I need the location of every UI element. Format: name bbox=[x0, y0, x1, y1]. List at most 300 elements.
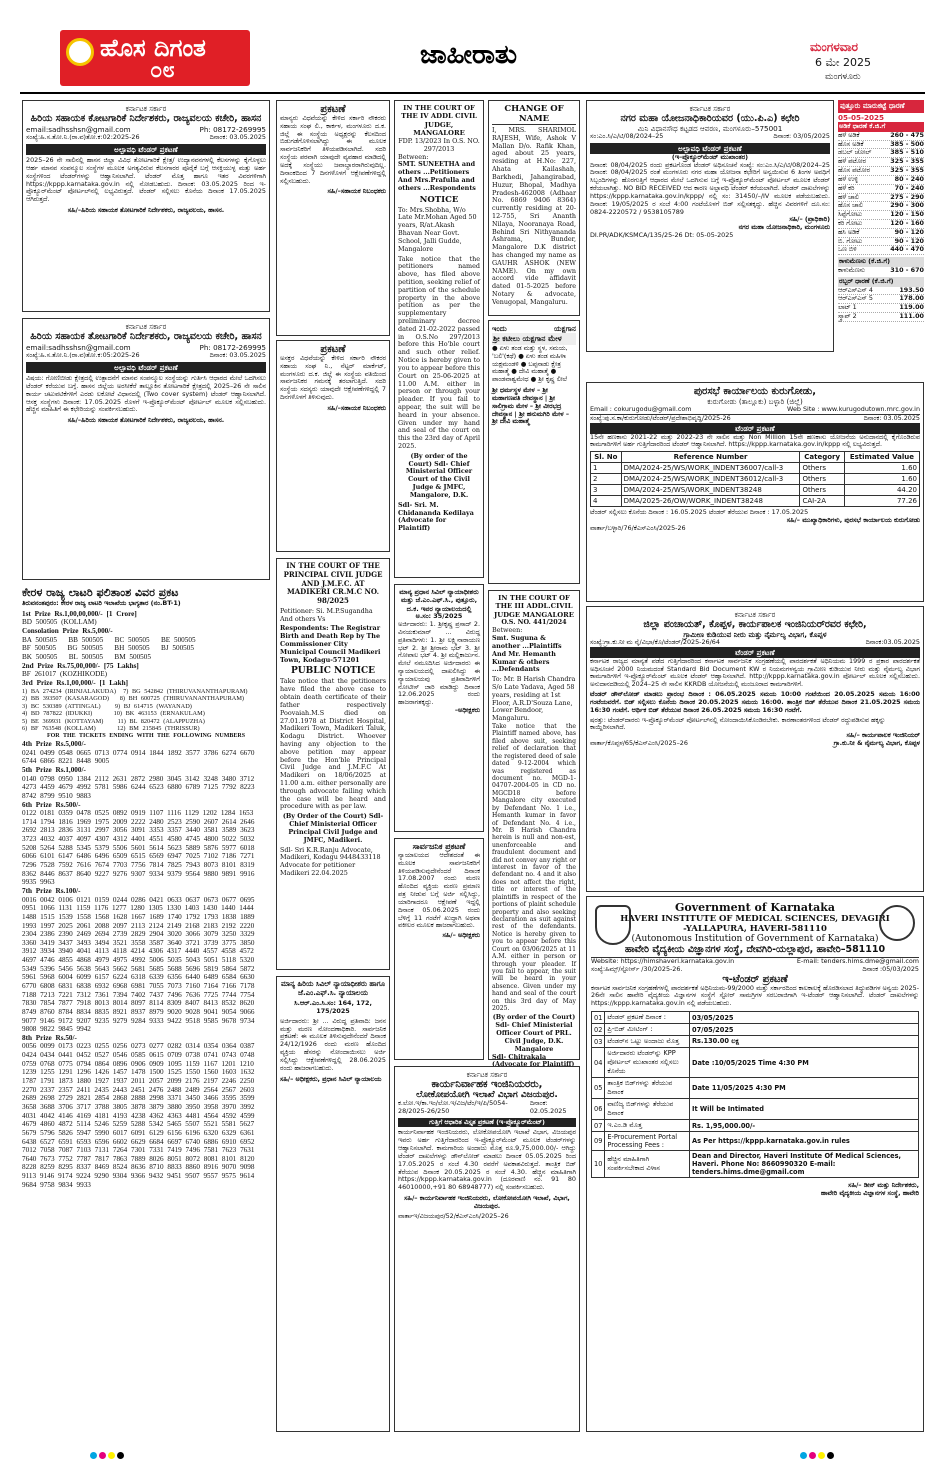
court-body: ಅರ್ಜಿದಾರರು: ಶ್ರೀ ... ವಿರುದ್ಧ ಪ್ರತಿವಾದಿ: ಜನನ ಮತ್ತು ಮರಣ ನೋಂದಣಾಧಿಕಾರಿ. ಸಾರ್ವಜನಿಕ ಪ್ರಕಟಣೆ: ಈ ಮೂಲಕ ತಿಳಿಸುವುದೇನೆಂದರೆ ದಿನಾಂಕ 24/12/1926 ರಂದು ಮರಣ ಹೊಂದಿದ ವ್ಯಕ್ತಿಯ ಹೆಸರನ್ನು ನೋಂದಾಯಿಸಲು ಅರ್ಜಿ ಸಲ್ಲಿಸಿದ್ದು ಆಕ್ಷೇಪಣೆಗಳಿದ್ದಲ್ಲಿ 28.06.2025 ರಂದು ಹಾಜರಾಗಬಹುದು. bbox=[280, 1016, 386, 1072]
rate-item: ಹೊಸ ಅಡಿಕೆ bbox=[838, 139, 864, 148]
notice-signature: ಸಹಿ/– ಡೀನ್ ಮತ್ತು ನಿರ್ದೇಶಕರು, bbox=[848, 1181, 919, 1190]
table-row bbox=[591, 474, 920, 485]
table-row bbox=[592, 1099, 919, 1120]
table-row bbox=[591, 485, 920, 496]
notice-body: ಅಸಕ್ತರ ವಿಧವೆಯನ್ನು ಕೇಳಿದ ಸರ್ಕಾರಿ ನೌಕರರ ಸಹಾಯ ಸಂಘ ನಿ., ನೆಟ್ಟರ್ ಮಾರ್ಕೆಟ್, ಮಂಗಳೂರು ದ.ಕ. ಜಿಲ್ಲೆ ಈ ಸಂಸ್ಥೆಯ ವತಿಯಿಂದ ಸಾರ್ವಜನಿಕರ ಗಮನಕ್ಕೆ ತರಲಾಗುತ್ತಿದೆ. ಸದರಿ ಸಂಸ್ಥೆಯ ಸದಸ್ಯರು ಯಾವುದೇ ಆಕ್ಷೇಪಣೆಗಳಿದ್ದಲ್ಲಿ 7 ದಿನಗಳೊಳಗೆ ತಿಳಿಸುವುದು. bbox=[280, 354, 386, 402]
notice-subtitle: ಗ್ರಾಮೀಣ ಕುಡಿಯುವ ನೀರು ಮತ್ತು ನೈರ್ಮಲ್ಯ ವಿಭಾಗ, ಕೊಪ್ಪಳ bbox=[683, 630, 827, 639]
notice-heading: ಅಲ್ಪಾವಧಿ ಟೆಂಡರ್ ಪ್ರಕಟಣೆ bbox=[26, 144, 266, 155]
court-notice-kannada-c bbox=[276, 976, 390, 1432]
rate-value: 80 - 240 bbox=[894, 174, 924, 183]
court-between: Between: bbox=[398, 152, 429, 161]
notice-signature: ಸಹಿ/– ಮುಖ್ಯಾಧಿಕಾರಿಗಳು, ಪುರಸಭೆ ಕಾರ್ಯಾಲಯ ಕುರುಗೋಡು bbox=[786, 516, 920, 525]
lottery-title: ಕೇರಳ ರಾಜ್ಯ ಲಾಟರಿ ಫಲಿತಾಂಶ ವಿವರ ಪ್ರಕಟ bbox=[22, 586, 179, 599]
ref-date: ದಿನಾಂಕ: 02.05.2025 bbox=[529, 1099, 567, 1115]
phone-text: Ph: 08172-269995 bbox=[199, 343, 266, 353]
rate-item: ಹೊಸ ಪಟೋರ bbox=[838, 166, 871, 175]
notice-title: HAVERI INSTITUTE OF MEDICAL SCIENCES, DEVAGIRI bbox=[620, 914, 890, 924]
table-cell: 2 bbox=[591, 474, 622, 485]
rate-value: 275 - 290 bbox=[890, 192, 924, 201]
table-cell: Date 11/05/2025 4:30 PM bbox=[689, 1078, 918, 1099]
notice-heading: CHANGE OF NAME bbox=[492, 104, 576, 125]
consolation-label: Consolation Prize Rs.5,000/- bbox=[22, 627, 113, 636]
table-row bbox=[591, 463, 920, 474]
sixth-prize-numbers: 0122 0181 0359 0478 0525 0892 0919 1107 1116 1129 1202 1284 1653 1714 1794 1816 1969 1975 2009 2222 2480 2523 2590 2607 2614 2646 2692 2813 2836 3131 2997 3056 3091 3353 3357 3440 3581 3589 3623 3723 4032 4037 4097 4307 4312 4401 4551 4580 4745 4800 5022 5032 5208 5264 5288 5345 5379 5506 5601 5614 5623 5889 5876 5977 6018 6066 6101 6147 6486 6496 6509 6515 6569 6947 7025 7102 7186 7271 7296 7528 7592 7616 7674 7703 7756 7814 7825 7943 8073 8101 8319 8362 8446 8637 8640 9227 9276 9307 9334 9379 9564 9880 9891 9916 9935 9963 bbox=[22, 809, 259, 887]
website-text: Web Site : www.kurugodutown.mrc.gov.in bbox=[787, 405, 920, 413]
court-advocate: Sdl- Chitrakala (Advocate for Plaintiff) bbox=[492, 1052, 575, 1069]
court-case: ಸಿ.ಆರ್.ಎಂ.ಸಿ.ಸಂ: 164, 172, 175/2025 bbox=[294, 999, 372, 1015]
logo-emblem-icon bbox=[66, 38, 94, 66]
table-cell: 01 bbox=[592, 1012, 605, 1024]
court-case: ಅ.ಸಂ: 35/2025 bbox=[415, 612, 463, 621]
table-cell: 04 bbox=[592, 1048, 605, 1078]
table-row bbox=[592, 1078, 919, 1099]
court-petitioner: Petitioner: Si. M.P.Sugandha And others Vs bbox=[280, 606, 373, 623]
seventh-prize-numbers: 0016 0042 0106 0121 0159 0244 0286 0421 0633 0637 0673 0677 0695 0951 1066 1131 1159 1176 1277 1280 1305 1330 1403 1430 1440 1444 1488 1515 1539 1558 1568 1628 1667 1689 1740 1792 1793 1838 1889 1993 1997 2025 2061 2088 2097 2113 2124 2149 2168 2183 2192 2220 2304 2386 2390 2469 2694 2739 2829 2904 3020 3066 3079 3250 3329 3360 3419 3437 3493 3494 3521 3558 3587 3640 3721 3739 3775 3850 3912 3934 3940 4041 4113 4118 4214 4306 4317 4440 4557 4558 4572 4697 4746 4855 4868 4979 4975 4992 5006 5035 5043 5051 5118 5320 5349 5396 5456 5638 5643 5662 5681 5685 5688 5696 5819 5864 5872 5961 5968 6004 6099 6157 6224 6318 6339 6356 6440 6489 6584 6630 6770 6808 6831 6838 6932 6968 6981 7055 7073 7160 7164 7166 7178 7188 7213 7221 7312 7361 7394 7402 7437 7496 7636 7725 7744 7754 7830 7854 7877 7918 8013 8014 8097 8114 8309 8407 8413 8532 8620 8749 8760 8784 8834 8835 8921 8937 8979 9020 9028 9041 9054 9066 9077 9146 9172 9207 9235 9279 9284 9333 9422 9518 9585 9678 9734 9808 9822 9845 9942 bbox=[22, 895, 259, 1034]
registration-dot-icon bbox=[827, 1452, 834, 1459]
rate-value: 111.00 bbox=[899, 312, 924, 321]
table-cell: 3 bbox=[591, 485, 622, 496]
rate-item: ಹಳೆ ಉಳ್ಳಿ bbox=[838, 174, 858, 183]
notice-signature: ಸಹಿ/– ಕಾರ್ಯನಿರ್ವಾಹಕ ಇಂಜಿನಿಯರರು, ಲೋಕೋಪಯೋಗಿ ಇಲಾಖೆ, ವಿಭಾಗ, ವಿಜಯಪುರ. bbox=[404, 1193, 570, 1210]
table-cell: 06 bbox=[592, 1099, 605, 1120]
notice-footer-code: ವಾರ್ತಾ/ಬಳ್ಳಾರಿ/76/ಕೆಎಸ್‌ಎಂಸಿ/2025-26 bbox=[590, 523, 686, 532]
ref-row bbox=[590, 133, 830, 141]
fourth-prize-numbers: 0241 0499 0548 0665 0713 0774 0914 1844 1892 3577 3786 6274 6670 6744 6866 8221 8448 9005 bbox=[22, 748, 259, 766]
ref-row bbox=[26, 134, 266, 142]
table-cell: 1.60 bbox=[844, 463, 919, 474]
court-body: Take notice that the petitioners have filed the above case to obtain death certificate of their father respectively Poovaiah.M.S died on 27.01.1978 at District Hospital, Madikeri Town, Madikeri Taluk, Kodagu District. Whoever having any objection to the above petition may appear before the Hon'ble Principal Civil Judge and J.M.F.C At Madikeri on 18/06/2025 at 11.00 a.m. either personally are through advocate failing which the case will be heard and procedure with as per law. bbox=[280, 677, 386, 811]
first-prize-label: 1st Prize Rs.1,00,00,000/- [1 Crore] bbox=[22, 609, 137, 618]
table-cell: 1 bbox=[591, 463, 622, 474]
email-text: email:sadhsshsn@gmail.com bbox=[26, 125, 131, 135]
registration-dot-icon bbox=[117, 1452, 124, 1459]
ref-row bbox=[590, 415, 920, 423]
rate-value: 385 - 510 bbox=[890, 148, 924, 157]
endings-note: FOR THE TICKETS ENDING WITH THE FOLLOWING NUMBERS bbox=[46, 732, 246, 739]
table-cell: Others bbox=[800, 463, 844, 474]
registration-dot-icon bbox=[800, 1452, 807, 1459]
notice-title-kannada: ಹಾವೇರಿ ವೈದ್ಯಕೀಯ ವಿಜ್ಞಾನಗಳ ಸಂಸ್ಥೆ, ದೇವಗಿರಿ-ಯಲ್ಲಾಪುರ, ಹಾವೇರಿ–581110 bbox=[591, 944, 919, 958]
consolation-numbers: BA 500505 BB 500505 BC 500505 BE 500505 BF 500505 BG 500505 BH 500505 BJ 500505 BK 500505 BL 500505 BM 500505 bbox=[22, 635, 196, 662]
ref-date: ದಿನಾಂಕ: 03.05.2025 bbox=[209, 351, 266, 360]
rates-unit: ಅಡಿಕೆ ಧಾರಣೆ ಕೆ.ಜಿ.ಗೆ bbox=[838, 122, 924, 132]
court-advocate: Sdl- Sri. M. Chidananda Kedilaya (Advocate for Plaintiff) bbox=[398, 500, 474, 533]
notice-heading: ಗುತ್ತಿಗೆ ಆಧಾರಿತ ವಿಸ್ತೃತ ಪ್ರಕಟಣೆ (ಇ-ಪ್ರೊಕ್ಯೂರ್‌ಮೆಂಟ್) bbox=[398, 1118, 576, 1128]
notice-signature-2: ಗ್ರಾ.ಕು.ನೀ & ನೈರ್ಮಲ್ಯ ವಿಭಾಗ, ಕೊಪ್ಪಳ bbox=[833, 738, 920, 747]
table-cell: 07 bbox=[592, 1120, 605, 1132]
notice-heading: ಪ್ರಕಟಣೆ bbox=[320, 104, 346, 115]
notice-title: ಪುರಸಭೆ ಕಾರ್ಯಾಲಯ ಕುರುಗೋಡು, bbox=[693, 386, 817, 397]
table-row bbox=[592, 1132, 919, 1151]
rate-value: 119.00 bbox=[899, 303, 924, 312]
ref-row bbox=[590, 639, 920, 647]
table-row bbox=[592, 1036, 919, 1048]
phone-text: Ph: 08172-269995 bbox=[199, 125, 266, 135]
notice-heading: ಅಲ್ಪಾವಧಿ ಟೆಂಡರ್ ಪ್ರಕಟಣೆ bbox=[590, 143, 830, 154]
change-of-name-notice bbox=[488, 100, 580, 316]
notice-heading: ಇ-ಟೆಂಡರ್ ಪ್ರಕಟಣೆ bbox=[722, 973, 788, 985]
masthead-edition: ಮಂಗಳೂರು bbox=[825, 72, 861, 82]
court-heading: ಮಾನ್ಯ ಹಿರಿಯ ಸಿವಿಲ್ ನ್ಯಾಯಾಧೀಶರು ಹಾಗೂ ಜೆ.ಎಂ.ಎಫ್.ಸಿ. ನ್ಯಾಯಾಲಯ bbox=[281, 980, 385, 998]
mangalore-planning-tender bbox=[586, 100, 834, 352]
table-cell: Dean and Director, Haveri Institute Of Medical Sciences, Haveri. Phone No: 8660990320 E-mail: tenders.hims.dme@gmail.com bbox=[689, 1151, 918, 1178]
masthead-rule bbox=[20, 92, 925, 94]
court-body: ನ್ಯಾಯಾಲಯದ ಆದೇಶದಂತೆ ಈ ಮೂಲಕ ಸಾರ್ವಜನಿಕರಿಗೆ ತಿಳಿಯಪಡಿಸುವುದೇನೆಂದರೆ ದಿನಾಂಕ 17.08.2007 ರಂದು ಮರಣ ಹೊಂದಿದ ವ್ಯಕ್ತಿಯ ಮರಣ ಪ್ರಮಾಣ ಪತ್ರ ನೀಡುವ ಬಗ್ಗೆ ಅರ್ಜಿ ಸಲ್ಲಿಸಿದ್ದು, ಯಾರಿಗಾದರೂ ಆಕ್ಷೇಪಣೆ ಇದ್ದಲ್ಲಿ ದಿನಾಂಕ 05.06.2025 ರಂದು ಬೆಳಿಗ್ಗೆ 11 ಗಂಟೆಗೆ ಖುದ್ದಾಗಿ ಅಥವಾ ವಕೀಲರ ಮೂಲಕ ಹಾಜರಾಗಬಹುದು. bbox=[398, 851, 480, 930]
notice-dates: ಟೆಂಡರ್ ಡೌನ್‌ಲೋಡ್ ಮಾಡಲು ಪ್ರಾರಂಭ ದಿನಾಂಕ : 06.05.2025 ಸಮಯ 10:00 ಗಂಟೆಯಿಂದ 20.05.2025 ಸಮಯ 16:00 ಗಂಟೆಯವರೆಗೆ. ಬಿಡ್ ಸಲ್ಲಿಸಲು ಕೊನೆಯ ದಿನಾಂಕ 20.05.2025 ಸಮಯ 16:00. ತಾಂತ್ರಿಕ ಬಿಡ್ ತೆರೆಯುವ ದಿನಾಂಕ 21.05.2025 ಸಮಯ 16:30 ಗಂಟೆಗೆ. ಆರ್ಥಿಕ ಬಿಡ್ ತೆರೆಯುವ ದಿನಾಂಕ 26.05.2025 ಸಮಯ 16:30 ಗಂಟೆಗೆ. bbox=[590, 690, 920, 714]
table-row bbox=[592, 1151, 919, 1178]
notice-body: ವಿಷಯ: ಗೋಣಿಬೀಡು ಕ್ಷೇತ್ರದಲ್ಲಿ ಉತ್ಪಾದನೆಗೆ ಮಾನವ ಸಂಪನ್ಮೂಲ ಸಂಸ್ಥೆಯನ್ನು ಗುರ್ತಿಸಿ ಆಧಾರದ ಮೇಲೆ ಒದಗಿಸಲು ಟೆಂಡರ್ ಕರೆಯುವ ಬಗ್ಗೆ. ಹಾಸನ ಜಿಲ್ಲೆಯ ಅರಸೀಕೆರೆ ತಾಲ್ಲೂಕಿನ ತೋಟಗಾರಿಕೆ ಕ್ಷೇತ್ರದಲ್ಲಿ 2025–26 ನೇ ಸಾಲಿನ ಕಾರ್ಯ ಚಟುವಟಿಕೆಗಳಿಗೆ ಎರಡು ಲಕೋಟೆ ವಿಧಾನದಲ್ಲಿ (Two cover system) ಟೆಂಡರ್ ಆಹ್ವಾನಿಸಲಾಗಿದೆ. ಆಸಕ್ತ ಸಂಸ್ಥೆಗಳು ದಿನಾಂಕ: 17.05.2025 ರೊಳಗೆ ಇ-ಪ್ರೊಕ್ಯೂರ್‌ಮೆಂಟ್ ಪೋರ್ಟಲ್ ಮೂಲಕ ಸಲ್ಲಿಸಬಹುದು. ಹೆಚ್ಚಿನ ಮಾಹಿತಿಗೆ ಈ ಕಛೇರಿಯನ್ನು ಸಂಪರ್ಕಿಸಬಹುದು. bbox=[26, 374, 266, 414]
table-cell: DMA/2025-26/OW/WORK_INDENT38248 bbox=[621, 496, 800, 507]
third-prize-label: 3rd Prize Rs.1,00,000/- [1 Lakh] bbox=[22, 678, 129, 687]
sixth-prize-label: 6th Prize Rs.500/- bbox=[22, 800, 81, 809]
notice-body: ಕರ್ನಾಟಕ ಸಾರ್ವಜನಿಕ ಸಂಗ್ರಹಣೆಗಳಲ್ಲಿ ಪಾರದರ್ಶಕತೆ ಅಧಿನಿಯಮ-99/2000 ಮತ್ತು ಸರ್ಕಾರದಿಂದ ಕಾಲಕಾಲಕ್ಕೆ ಹೊರಡಿಸಲಾದ ತಿದ್ದುಪಡಿಗಳ ಅನ್ವಯ 2025-26ನೇ ಸಾಲಿನ ಹಾವೇರಿ ವೈದ್ಯಕೀಯ ವಿಜ್ಞಾನಗಳ ಸಂಸ್ಥೆಗೆ ಸ್ಟೋರ್ ಸಾಮಗ್ರಿಗಳ ಸರಬರಾಜಿಗಾಗಿ ಇ-ಟೆಂಡರ್ ಆಹ್ವಾನಿಸಲಾಗಿದೆ. ಟೆಂಡರ್ ದಾಖಲೆಗಳನ್ನು https://kppp.karnataka.gov.in ನಲ್ಲಿ ಪಡೆಯಬಹುದು. bbox=[591, 983, 919, 1008]
table-cell: Others bbox=[800, 474, 844, 485]
court-signature: ಸಹಿ/– ಅಧೀಕ್ಷಕರು bbox=[442, 931, 480, 940]
notice-footer-code: ವಾರ್ತಾಇ/ವಿಜಯಪುರ/52/ಕೆಎಸ್‌ಎಂಸಿ/2025–26 bbox=[398, 1211, 509, 1220]
rubber-head: ರಬ್ಬರ್ ಧಾರಣೆ (ಕೆ.ಜಿ.ಗೆ) bbox=[838, 277, 924, 287]
pepper-item: ಕಾಳುಮೆಣಸು bbox=[838, 266, 865, 274]
fifth-prize-label: 5th Prize Rs.1,000/- bbox=[22, 765, 86, 774]
registration-dot-icon bbox=[90, 1452, 97, 1459]
ref-row bbox=[591, 966, 919, 974]
masthead bbox=[0, 0, 945, 96]
rate-item: ಹಸಿ ಅಡಿಕೆ bbox=[838, 227, 860, 236]
page-number: ೦೮ bbox=[150, 58, 175, 83]
ref-number: ಸಂಖ್ಯೆ:ಹಿ.ಸ.ತೋ.ನಿ.(ರಾ.ವ)ತೋ.ಕ:05:2025-26 bbox=[26, 351, 140, 360]
mela-list: ಶ್ರೀ ಧರ್ಮಸ್ಥಳ ಮೇಳ – ಶ್ರೀ ಮಹಾಗಣಪತಿ ದೇವಸ್ಥಾನ | ಶ್ರೀ ಸಾಲಿಗ್ರಾಮ ಮೇಳ – ಶ್ರೀ ವೀರಭದ್ರ ದೇವಸ್ಥಾನ | ಶ್ರೀ ಹನುಮಗಿರಿ ಮೇಳ – ಶ್ರೀ ದೇವಿ ಮಹಾತ್ಮೆ bbox=[492, 386, 570, 426]
email-text: E-mail: tenders.hims.dme@gmail.com bbox=[796, 957, 919, 965]
pwd-tender-vijayapura bbox=[394, 1066, 580, 1432]
rates-list bbox=[838, 132, 924, 255]
notice-heading-2: (ಇ–ಪ್ರೊಕ್ಯೂರ್‌ಮೆಂಟ್ ಮುಖಾಂತರ) bbox=[671, 152, 749, 161]
rate-value: 325 - 355 bbox=[890, 157, 924, 166]
notice-signature: ಸಹಿ/–ಹಿರಿಯ ಸಹಾಯಕ ತೋಟಗಾರಿಕೆ ನಿರ್ದೇಶಕರು, ರಾಜ್ಯವಲಯ, ಹಾಸನ. bbox=[67, 206, 225, 215]
rate-item: ಆರ್‌ಎಸ್‌ಎಸ್ 5 bbox=[838, 294, 873, 303]
print-registration-marks bbox=[90, 1444, 160, 1454]
lottery-subtitle: ತಿರುವನಂತಪುರಂ: ಕೇರಳ ರಾಜ್ಯ ಲಾಟರಿ ಇಲಾಖೆಯ ಭಾಗ್ಯತಾರ (ನಂ.BT-1) bbox=[22, 599, 181, 607]
table-header-cell: Estimated Value bbox=[844, 452, 919, 463]
pepper-head: ಕಾಳುಮೆಣಸು (ಕೆ.ಜಿ.ಗೆ) bbox=[838, 257, 924, 267]
table-cell: 09 bbox=[592, 1132, 605, 1151]
table-cell: E-Procurement Portal Processing Fees : bbox=[605, 1132, 690, 1151]
court-respondents: Respondents: The Registrar Birth and Death Rep by The Commissioner City Municipal Council Madikeri Town, Kodagu-571201 bbox=[280, 624, 381, 664]
rate-item: ಸ್ಕ್ರಾಪ್ 2 bbox=[838, 312, 857, 321]
table-row bbox=[592, 1120, 919, 1132]
rate-item: ಬಿ. ಗೋಟು bbox=[838, 236, 863, 245]
table-row bbox=[592, 1012, 919, 1024]
rate-value: 260 - 475 bbox=[890, 130, 924, 139]
today-label: ಇಂದು bbox=[492, 324, 507, 333]
yakshagana-listing bbox=[488, 320, 580, 584]
ref-number: ಸಂಖ್ಯೆ:ಪು.ಸ.ಕಾ/ಕುರುಗೋಡು/ಟೆಂಡರ್/ಪ್ರದೇಶಾಭಿವೃದ್ಧಿ/2025-26 bbox=[590, 413, 731, 422]
mela-text: ● ಏಳು ತಂಡ ಮತ್ತು ಸ್ಥಳ, ಸಮಯ, 'ಬಲಿ'(ಕಥೆ) ● ಏಳು ತಂಡ ಮಹಿಳಾ ಯಕ್ಷಮಂಡಳಿ ● ಬಪ್ಪನಾಡು ಕ್ಷೇತ್ರ ಮಹಾತ್ಮೆ ● ದೇವಿ ಮಹಾತ್ಮೆ ● ಪಾಂಡವಾಶ್ವಮೇಧ ● ಶ್ರೀ ಕೃಷ್ಣ ಲೀಲೆ bbox=[492, 344, 568, 384]
second-prize-number: BF 261017 (KOZHIKODE) bbox=[22, 670, 108, 679]
notice-body: ಕರ್ನಾಟಕ ರಾಜ್ಯದ ಮಾನ್ಯತೆ ಪಡೆದ ಗುತ್ತಿಗೆದಾರರಿಂದ ಕರ್ನಾಟಕ ಸಾರ್ವಜನಿಕ ಸಂಗ್ರಹಣೆಯಲ್ಲಿ ಪಾರದರ್ಶಕತೆ ಅಧಿನಿಯಮ 1999 ರ ಪ್ರಕಾರ ಪಾರದರ್ಶಕತೆ ಅಧಿಸೂಚನೆ 2000 ನಿಯಮದಂತೆ Standard Bid Document KW ರ ನಿಯಮಗಳನ್ವಯ ಗ್ರಾಮೀಣ ಕುಡಿಯುವ ನೀರು ಮತ್ತು ನೈರ್ಮಲ್ಯ ವಿಭಾಗ ಕಾಮಗಾರಿಗಳಿಗೆ ಇ-ಪ್ರೊಕ್ಯೂರ್‌ಮೆಂಟ್ ಮೂಲಕ ಟೆಂಡರ್ ಆಹ್ವಾನಿಸಲಾಗಿದೆ. http://kppp.karnataka.gov.in ಪೋರ್ಟಲ್ ಮೂಲಕ ಸಲ್ಲಿಸಬಹುದು. ಅನುದಾನದಡಿಯಲ್ಲಿ 2024–25 ನೇ ಸಾಲಿನ KKRDB ಯೋಜನೆಯಲ್ಲಿ ಮಂಜೂರಾದ ಕಾಮಗಾರಿಗಳಿಗೆ. bbox=[590, 656, 920, 689]
court-notice-label: NOTICE bbox=[419, 194, 459, 205]
court-signature: ಸಹಿ/– ಅಧೀಕ್ಷಕರು, ಪ್ರಧಾನ ಸಿವಿಲ್ ನ್ಯಾಯಾಲಯ bbox=[280, 1074, 382, 1083]
table-cell: Rs. 1,95,000.00/- bbox=[689, 1120, 918, 1132]
court-heading: IN THE COURT OF THE PRINCIPAL CIVIL JUDGE AND J.M.F.C. AT MADIKERI CR.M.C NO. 98/2025 bbox=[283, 561, 383, 605]
masthead-logo bbox=[60, 30, 250, 86]
ref-date: ದಿನಾಂಕ: 03.05.2025 bbox=[863, 413, 920, 422]
table-row bbox=[592, 1048, 919, 1078]
rate-value: 90 - 120 bbox=[894, 227, 924, 236]
registration-dot-icon bbox=[818, 1452, 825, 1459]
table-header-row bbox=[591, 452, 920, 463]
notice-title: ಹಿರಿಯ ಸಹಾಯಕ ತೋಟಗಾರಿಕೆ ನಿರ್ದೇಶಕರು, ರಾಜ್ಯವಲಯ ಕಚೇರಿ, ಹಾಸನ bbox=[30, 331, 262, 342]
table-cell: DMA/2024-25/WS/WORK_INDENT38248 bbox=[621, 485, 800, 496]
seventh-prize-label: 7th Prize Rs.100/- bbox=[22, 886, 81, 895]
tender-notice-hassan-1 bbox=[22, 100, 270, 312]
gov-label: ಕರ್ನಾಟಕ ಸರ್ಕಾರ bbox=[689, 104, 731, 113]
ref-row bbox=[398, 1100, 576, 1116]
kurugodu-works-table bbox=[590, 451, 920, 507]
ref-row bbox=[26, 352, 266, 360]
registration-dot-icon bbox=[809, 1452, 816, 1459]
notice-signature: ಸಹಿ/– ಕಾರ್ಯಪಾಲಕ ಇಂಜಿನಿಯರ್ bbox=[846, 731, 920, 740]
table-cell: ಅರ್ಜಿದಾರರು ಟೆಂಡರ್‌ನ್ನು KPP ಪೋರ್ಟಲ್ ಮುಖಾಂತರ ಸಲ್ಲಿಸಲು ಕೊನೆಯ bbox=[605, 1048, 690, 1078]
rate-value: 385 - 500 bbox=[890, 139, 924, 148]
eighth-prize-label: 8th Prize Rs.50/- bbox=[22, 1033, 77, 1042]
rate-value: 120 - 160 bbox=[890, 218, 924, 227]
koppal-tender bbox=[586, 606, 924, 892]
ref-number: ಸಂ:ಎಂ.ಸಿ/ಎ/ಟಿ/08/2024–25 bbox=[590, 132, 664, 140]
notice-signature: ಸಹಿ/– (ಪ್ರಾಧಿಕಾರಿ) bbox=[789, 215, 830, 224]
court-case: FDP. 13/2023 In O.S. NO. 297/2013 bbox=[398, 136, 480, 153]
email-text: email:sadhsshsn@gmail.com bbox=[26, 343, 131, 353]
table-cell: 02 bbox=[592, 1024, 605, 1036]
notice-signature-2: ಹಾವೇರಿ ವೈದ್ಯಕೀಯ ವಿಜ್ಞಾನಗಳ ಸಂಸ್ಥೆ, ಹಾವೇರಿ bbox=[820, 1188, 919, 1197]
notice-body: 15ನೇ ಹಣಕಾಸು 2021-22 ಮತ್ತು 2022-23 ನೇ ಸಾಲಿನ ಮತ್ತು Non Million 15ನೇ ಹಣಕಾಸು ಯೋಜನೆಯ ಅನುದಾನದಲ್ಲಿ ಕೈಗೊಂಡಿರುವ ಕಾಮಗಾರಿಗಳಿಗೆ ಅರ್ಹ ಗುತ್ತಿಗೆದಾರರಿಂದ ಟೆಂಡರ್ ಆಹ್ವಾನಿಸಲಾಗಿದೆ. https://kppp.karnataka.gov.in/kppp ನಲ್ಲಿ ಲಭ್ಯವಿರುತ್ತದೆ. bbox=[590, 432, 920, 449]
notice-title: ನಗರ ಮಹಾ ಯೋಜನಾಧಿಕಾರಿಯವರ (ಯು.ಪಿ.ಎ) ಕಛೇರಿ bbox=[620, 113, 800, 124]
table-cell: 03 bbox=[592, 1036, 605, 1048]
ref-date: ದಿನಾಂಕ: 03.05.2025 bbox=[209, 133, 266, 142]
notice-title: ಕಾರ್ಯನಿರ್ವಾಹಕ ಇಂಜಿನಿಯರರು, bbox=[431, 1079, 543, 1090]
tender-notice-hassan-2 bbox=[22, 318, 270, 580]
yakshagana-label: ಯಕ್ಷಗಾನ bbox=[553, 324, 576, 333]
lottery-results bbox=[22, 586, 270, 1438]
rate-value: 90 - 120 bbox=[894, 236, 924, 245]
court-order: (By order of the Court) Sdl- Chief Ministerial Officer Court of the Civil Judge & JMFC, Mangalore, D.K. bbox=[405, 451, 473, 499]
notice-signature: ಸಹಿ/–ಸಹಾಯಕ ನಿಬಂಧಕರು bbox=[327, 187, 386, 196]
website-text: Website: https://himshaveri.karnataka.gov.in bbox=[591, 957, 735, 965]
court-heading: ಸಾರ್ವಜನಿಕ ಪ್ರಕಟಣೆ bbox=[412, 842, 466, 851]
third-prize-numbers: 1) BA 274234 (IRINJALAKUDA) 7) BG 542842 (THIRUVANANTHAPURAM) 2) BB 393507 (KASARAGOD) 8) BH 600725 (THIRUVANANTHAPURAM) 3) BC 530389 (ATTINGAL) 9) BJ 614715 (WAYANAD) 4) BD 787822 (IDUKKI) 10) BK 463153 (ERNAKULAM) 5) BE 369931 (KOTTAYAM) 11) BL 820472 (ALAPPUZHA) 6) BF 763548 (KOLLAM) 12) BM 215845 (THRISSUR) bbox=[22, 687, 248, 733]
table-cell: ಪ್ರಿ-ಬಿಡ್ ಮೀಟಿಂಗ್ : bbox=[605, 1024, 690, 1036]
fourth-prize-label: 4th Prize Rs.5,000/- bbox=[22, 740, 86, 749]
table-cell: It Will be Intimated bbox=[689, 1099, 918, 1120]
logo-text: ಹೊಸ ದಿಗಂತ bbox=[100, 34, 206, 62]
print-registration-marks-right bbox=[800, 1444, 870, 1454]
table-cell: 10 bbox=[592, 1151, 605, 1178]
table-cell: 77.26 bbox=[844, 496, 919, 507]
table-cell: 1.60 bbox=[844, 474, 919, 485]
notice-society-1 bbox=[276, 100, 390, 336]
notice-signature-2: ನಗರ ಮಹಾ ಯೋಜನಾಧಿಕಾರಿ, ಮಂಗಳೂರು bbox=[738, 223, 830, 232]
table-row bbox=[592, 1024, 919, 1036]
court-notice-madikeri bbox=[276, 558, 390, 970]
table-cell: 05 bbox=[592, 1078, 605, 1099]
notice-subtitle: ಕುರುಗೋಡು (ತಾಲ್ಲೂಕು) ಬಳ್ಳಾರಿ (ಜಿಲ್ಲೆ) bbox=[707, 397, 803, 406]
court-notice-mangalore-2 bbox=[488, 590, 580, 1069]
gov-label: ಕರ್ನಾಟಕ ಸರ್ಕಾರ bbox=[466, 1070, 508, 1079]
haveri-logo-icon bbox=[879, 905, 915, 941]
rate-value: 325 - 355 bbox=[890, 166, 924, 175]
notice-footer-code: ವಾರ್ತಾ/ಕೊಪ್ಪಳ/65/ಕೆಎಸ್‌ಎಂಸಿ/2025–26 bbox=[590, 738, 688, 747]
masthead-date: 6 ಮೇ 2025 bbox=[815, 56, 872, 69]
eighth-prize-numbers: 0056 0099 0173 0223 0255 0256 0273 0277 0282 0314 0354 0364 0387 0424 0434 0441 0452 0527 0546 0585 0615 0709 0738 0741 0743 0748 0759 0768 0775 0794 0864 0896 0906 0909 1095 1159 1167 1201 1210 1239 1255 1291 1296 1426 1457 1478 1500 1525 1550 1560 1603 1632 1787 1791 1873 1880 1927 1937 2011 2057 2099 2176 2197 2246 2250 2270 2337 2357 2411 2435 2443 2451 2476 2488 2489 2564 2567 2603 2689 2698 2729 2821 2854 2868 2888 2998 3371 3450 3466 3595 3599 3658 3688 3706 3717 3788 3805 3878 3879 3880 3950 3958 3970 3992 4031 4042 4146 4169 4181 4193 4238 4362 4363 4481 4564 4592 4599 4679 4860 4872 5114 5246 5259 5288 5342 5465 5507 5521 5581 5627 5679 5796 5826 5947 5990 6017 6091 6129 6156 6196 6320 6329 6361 6438 6527 6591 6593 6596 6602 6629 6684 6697 6740 6886 6910 6952 7012 7058 7087 7103 7131 7264 7301 7331 7419 7496 7581 7623 7631 7640 7673 7752 7787 7817 7863 7889 8026 8051 8072 8081 8101 8120 8228 8259 8295 8337 8469 8524 8636 8710 8833 8860 8916 9070 9098 9113 9146 9174 9224 9290 9304 9366 9432 9451 9507 9557 9575 9614 9684 9758 9834 9933 bbox=[22, 1042, 259, 1189]
court-heading: IN THE COURT OF THE IV ADDL CIVIL JUDGE, MANGALORE bbox=[401, 104, 477, 138]
rate-value: 193.50 bbox=[899, 285, 924, 294]
notice-title-2: ಲೋಕೋಪಯೋಗಿ ಇಲಾಖೆ ವಿಭಾಗ ವಿಜಯಪುರ. bbox=[416, 1090, 558, 1100]
table-header-cell: Reference Number bbox=[621, 452, 800, 463]
notice-conditions: ಷರತ್ತು: ಟೆಂಡರ್‌ದಾರರು ಇ-ಪ್ರೊಕ್ಯೂರ್‌ಮೆಂಟ್ ಪೋರ್ಟಲ್‌ನಲ್ಲಿ ನೋಂದಾಯಿಸಿಕೊಂಡಿರಬೇಕು. ಕಾರಣಾಂತರಗಳಿಂದ ಟೆಂಡರ್ ರದ್ದುಪಡಿಸುವ ಹಕ್ಕನ್ನು ಕಾಯ್ದಿರಿಸಲಾಗಿದೆ. bbox=[590, 715, 886, 732]
gov-label: Government of Karnataka bbox=[675, 901, 835, 914]
table-cell: ಇ.ಎಂ.ಡಿ ಮೊತ್ತ bbox=[605, 1120, 690, 1132]
rate-value: 70 - 240 bbox=[894, 183, 924, 192]
court-addressee: To: Mr. B Harish Chandra S/o Late Yadava, Aged 58 years, residing at 1st Floor, A.R.D'Souza Lane, Lower Bendoor, Mangaluru. bbox=[492, 675, 576, 723]
court-heading: IN THE COURT OF THE III ADDL.CIVIL JUDGE MANGALORE bbox=[493, 594, 574, 619]
notice-signature: ಸಹಿ/–ಸಹಾಯಕ ನಿಬಂಧಕರು bbox=[327, 403, 386, 412]
masthead-day: ಮಂಗಳವಾರ bbox=[810, 40, 859, 54]
rate-value: 178.00 bbox=[899, 294, 924, 303]
rate-item: ಹಳೆ ಪಟೋರ bbox=[838, 157, 867, 166]
court-body: Take notice that the petitioners named above, has filed above petition, seeking relief of partition of the schedule property in the above petition as per the supplementary preliminary decree dated 21-02-2022 passed in O.S.No 297/2013 before this Ho'ble court and such other relief. Notice is hereby given to you to appear before this Court on 25-06-2025 at 11.00 A.M. either in person or through your pleader. If you fail to appear, the suit will be heard in your absence. Given under my hand and seal of the court on this the 23rd day of April 2025. bbox=[398, 254, 480, 450]
gov-label: ಕರ್ನಾಟಕ ಸರ್ಕಾರ bbox=[125, 104, 167, 113]
rate-value: 440 - 470 bbox=[890, 245, 924, 254]
kurugodu-tender bbox=[586, 382, 924, 602]
rates-tag: ಪುತ್ತೂರು ಮಾರುಕಟ್ಟೆ ಧಾರಣೆ bbox=[838, 100, 924, 113]
court-notice-kannada-b bbox=[394, 838, 484, 1060]
court-body: ಅರ್ಜಿದಾರರು: 1. ಶ್ರೀಕೃಷ್ಣ ಪ್ರಸಾದ್ 2. ವಿನಯಕುಮಾರ್ ... ವಿರುದ್ಧ ಪ್ರತಿವಾದಿಗಳು: 1. ಶ್ರೀ ಲಕ್ಷ್ಮಿನಾರಾಯಣ ಭಟ್ 2. ಶ್ರೀ ಶ್ರೀರಾಮ ಭಟ್ 3. ಶ್ರೀ ಗೋಪಾಲ ಭಟ್ 4. ಶ್ರೀ ಮಲ್ಲಿಕಾರ್ಜುನ. ಮೇಲೆ ನಮೂದಿಸಿದ ಅರ್ಜಿದಾರರು ಈ ನ್ಯಾಯಾಲಯದಲ್ಲಿ ದಾಖಲಿಸಿದ್ದು ಈ ನ್ಯಾಯಾಲಯವು ಪ್ರತಿವಾದಿಗಳಿಗೆ ನೋಟೀಸ್ ಜಾರಿ ಮಾಡಿದ್ದು ದಿನಾಂಕ 12.06.2025 ರಂದು ಹಾಜರಾಗತಕ್ಕದ್ದು. bbox=[398, 620, 480, 707]
table-cell: 44.20 bbox=[844, 485, 919, 496]
court-order: (By order of the Court) Sdl- Chief Ministerial Officer Court of PRL. Civil Judge, D.K. Mangalore bbox=[492, 1013, 576, 1053]
notice-footer-code: DI.PR/ADK/KSMCA/135/25-26 Dt: 05-05-2025 bbox=[590, 230, 734, 239]
notice-heading: ಪ್ರಕಟಣೆ bbox=[320, 344, 346, 355]
rate-item: ಡಬಲ್ ಚೋಲ್ bbox=[838, 148, 872, 157]
rate-value: 120 - 150 bbox=[890, 210, 924, 219]
notice-subtitle-2: (Autonomous Institution of Government of Karnataka) bbox=[631, 934, 879, 944]
court-notice-mangalore-1 bbox=[394, 100, 484, 578]
rate-item: ಹಳೆ ಕರಿ bbox=[838, 183, 855, 192]
rate-item: ಹಳೆ ಅಡಿಕೆ bbox=[838, 130, 860, 139]
gov-label: ಕರ್ನಾಟಕ ಸರ್ಕಾರ bbox=[125, 322, 167, 331]
court-notice-label: PUBLIC NOTICE bbox=[290, 666, 376, 677]
table-row bbox=[591, 496, 920, 507]
notice-body: ಮಾನ್ಯರು ವಿಧವೆಯನ್ನು ಕೇಳಿದ ಸರ್ಕಾರಿ ನೌಕರರು ಸಹಾಯ ಸಂಘ ಲಿ., ಕಾರ್ಕಳ, ಮಂಗಳೂರು ದ.ಕ. ಜಿಲ್ಲೆ ಈ ಸಂಸ್ಥೆಯ ಅಧ್ಯಕ್ಷರನ್ನು ಕೆಲಸದಿಂದ ಬಿಡುಗಡೆಗೊಳಿಸಲಾಗಿದ್ದು ಈ ಮೂಲಕ ಸಾರ್ವಜನಿಕರಿಗೆ ತಿಳಿಯಪಡಿಸಲಾಗಿದೆ. ಸದರಿ ಸಂಸ್ಥೆಯ ಪರವಾಗಿ ಯಾವುದೇ ವ್ಯವಹಾರ ಮಾಡಿದಲ್ಲಿ ಅದಕ್ಕೆ ಸಂಸ್ಥೆಯು ಜವಾಬ್ದಾರರಾಗಿರುವುದಿಲ್ಲ. ದಿನಾಂಕದಿಂದ 7 ದಿನಗಳೊಳಗೆ ಆಕ್ಷೇಪಣೆಗಳಿದ್ದಲ್ಲಿ ಸಲ್ಲಿಸಬಹುದು. bbox=[280, 114, 386, 185]
court-body: Take notice that the Plaintiff named above, has filed above suit, seeking relief of declaration that the registered deed of sale dated 9-12-2004 which was registered as document no. MGD-1-04707-2004-05 in CD no. MGCD18 before Mangalore city executed by Defendant No. 1 i.e., Hemanth kumar in favor of Defendant No. 4 i.e., Mr. B Harish Chandra herein is null and non-est, unenforceable and fraudulent document and did not convey any right or interest in favor of the defendant no. 4 and it also does not affect the right, title or interest of the plaintiffs in respect of the portions of plaint schedule property and also seeking declaration as suit against rest of the defendants. Notice is hereby given to you to appear before this Court on 03/06/2025 at 11 A.M. either in person or through your pleader. If you fail to appear, the suit will be heard in your absence. Given under my hand and seal of the court on this 3rd day of May 2025. bbox=[492, 723, 576, 1013]
yakshagana-header bbox=[492, 324, 576, 333]
ref-date: ದಿನಾಂಕ:03.05.2025 bbox=[865, 638, 920, 646]
pepper-value: 310 - 670 bbox=[890, 266, 924, 274]
haveri-tender bbox=[586, 896, 924, 1432]
notice-heading: ಟೆಂಡರ್ ಪ್ರಕಟಣೆ bbox=[590, 423, 920, 434]
rate-row bbox=[838, 313, 924, 322]
table-header-cell: Sl. No bbox=[591, 452, 622, 463]
rate-item: ಆರ್‌ಎಸ್‌ಎಸ್ 4 bbox=[838, 285, 873, 294]
table-cell: As Per https://kppp.karnataka.gov.in rules bbox=[689, 1132, 918, 1151]
market-rates-panel bbox=[838, 100, 924, 378]
rate-item: ಹೊಸ ಚಾಲಿ bbox=[838, 201, 863, 210]
court-addressee: To: Mrs.Shobha, W/o Late Mr.Mohan Aged 50 years, R/at.Akash Bhavan Near Govt. School, Jalli Gudde, Mangalore bbox=[398, 205, 477, 253]
table-cell: ತಾಂತ್ರಿಕ ಬಿಡ್‌ಗಳನ್ನು ತೆರೆಯುವ ದಿನಾಂಕ bbox=[605, 1078, 690, 1099]
mela-title: ಶ್ರೀ ಕಟೀಲು ಯಕ್ಷಗಾನ ಮೇಳ bbox=[492, 333, 576, 345]
section-title: ಜಾಹೀರಾತು bbox=[420, 40, 517, 70]
court-parties: Smt. Suguna & another ...Plaintiffs And Mr. Hemanth Kumar & others ...Defendants bbox=[492, 634, 562, 674]
registration-dot-icon bbox=[108, 1452, 115, 1459]
table-cell: Date :10/05/2025 Time 4:30 PM bbox=[689, 1048, 918, 1078]
fifth-prize-numbers: 0140 0798 0950 1384 2112 2631 2872 2980 3045 3142 3248 3480 3712 4273 4459 4679 4992 5781 5986 6244 6523 6880 6789 7125 7792 8223 8742 8799 9510 9883 bbox=[22, 774, 259, 800]
table-cell: ವಾಣಿಜ್ಯ ಬಿಡ್‌ಗಳನ್ನು ತೆರೆಯುವ ದಿನಾಂಕ bbox=[605, 1099, 690, 1120]
rate-item: ಲಾಟ್ 1 bbox=[838, 303, 857, 312]
second-prize-label: 2nd Prize Rs.75,00,000/- [75 Lakhs] bbox=[22, 661, 139, 670]
notice-subtitle: -YALLAPURA, HAVERI-581110 bbox=[683, 924, 827, 934]
court-heading: ಮಾನ್ಯ ಪ್ರಧಾನ ಸಿವಿಲ್ ನ್ಯಾಯಾಧೀಶರು ಮತ್ತು ಜೆ.ಎಂ.ಎಫ್.ಸಿ., ಪುತ್ತೂರು, ದ.ಕ. ಇವರ ನ್ಯಾಯಾಲಯದಲ್ಲಿ bbox=[399, 588, 479, 613]
court-case: O.S. NO. 441/2024 bbox=[501, 618, 567, 627]
ref-number: ಸಂಖ್ಯೆ:ಹಿ.ಸ.ತೋ.ನಿ.(ರಾ.ವ)ತೋ.ಕ:02:2025-26 bbox=[26, 133, 140, 142]
notice-body: I, MRS. SHARIMOL RAJESH, Wife, Ashok V Mallan D/o. Rafik Khan, aged about 25 years, residing at H.No: 227, Ahata Kailashah, Barkhedi, Jahangirabad, Huzur, Bhopal, Madhya Pradesh-462008 (Adhaar No. 6869 9406 8364) currently residing at 20-12-755, Sri Ananth Nilaya, Nooranaya Road, Behind Sri Nithyananda Ashrama, Bunder, Mangalore D.K district has changed my name as GAUHR ASHOK (NEW NAME). On my own accord vide affidavit dated 01-5-2025 before Notary & advocate, Venugopal, Mangaluru. bbox=[492, 126, 576, 306]
table-cell: ಟೆಂಡರ್‌ನ ಒಟ್ಟು ಅಂದಾಜು ಮೊತ್ತ bbox=[605, 1036, 690, 1048]
rate-item: ಕರಿ ಗೋಟು bbox=[838, 218, 863, 227]
notice-body: ದಿನಾಂಕ: 08/04/2025 ರಂದು ಪ್ರಕಟಗೊಂಡ ಟೆಂಡರ್ ಅಧಿಸೂಚನೆ ಸಂಖ್ಯೆ: ಸಂ:ಎಂ.ಸಿ/ಎ/ಟಿ/08/2024–25 ದಿನಾಂಕ: 08/04/2025 ರಂತೆ ಮಂಗಳೂರು ನಗರ ಮಹಾ ಯೋಜನಾ ಕಛೇರಿಗೆ ಅನ್ವಯಿಸುವ 6 ತಿಂಗಳ ಅವಧಿಗೆ ಸಿಬ್ಬಂದಿಗಳನ್ನು ಹೊರಗುತ್ತಿಗೆ ಆಧಾರದ ಮೇಲೆ ಒದಗಿಸುವ ಬಗ್ಗೆ ಇ-ಪ್ರೊಕ್ಯೂರ್‌ಮೆಂಟ್ ಪೋರ್ಟಲ್ ಮೂಲಕ ಟೆಂಡರ್ ಕರೆಯಲಾಗಿತ್ತು. NO BID RECEIVED ಆದ ಕಾರಣ ಅಲ್ಪಾವಧಿ ಟೆಂಡರ್ ಕರೆಯಲಾಗಿದೆ. ಟೆಂಡರ್ ದಾಖಲೆಗಳನ್ನು https://kppp.karnataka.gov.in/kppp/ ನಲ್ಲಿ ಸಂ: 31450/–/IV ಮೂಲಕ ಪಡೆಯಬಹುದು. ದಿನಾಂಕ: 19/05/2025 ರ ಸಂಜೆ 4:00 ಗಂಟೆಯೊಳಗೆ ಬಿಡ್ ಸಲ್ಲಿಸತಕ್ಕದ್ದು. ಹೆಚ್ಚಿನ ವಿವರಗಳಿಗೆ ದೂ.ಸಂ: 0824-2220572 / 9538105789 bbox=[590, 160, 830, 216]
ref-number: ಸಂಖ್ಯೆ:ಗ್ರಾ.ಕು.ನೀ ಮ ನೈ/ವಿಭಾ/ಕೊ/ಟೆಂಡರ್/2025-26/64 bbox=[590, 638, 720, 646]
first-prize-number: BD 500505 (KOLLAM) bbox=[22, 618, 97, 627]
table-cell: ಹೆಚ್ಚಿನ ಮಾಹಿತಿಗಾಗಿ ಸಂಪರ್ಕಿಸಬೇಕಾದ ವಿಳಾಸ bbox=[605, 1151, 690, 1178]
ref-number: ಸಂಖ್ಯೆ:ಹಿಮ್ಸ್/ಸ್ಟೋರ್ಸ್ /30/2025-26. bbox=[591, 964, 683, 973]
court-parties: SMT. SUNEETHA and others ...Petitioners And Mrs.Prafulla and others ...Respondents bbox=[398, 160, 476, 192]
gov-label: ಕರ್ನಾಟಕ ಸರ್ಕಾರ bbox=[734, 610, 776, 619]
court-signature: –ಅಧೀಕ್ಷಕರು bbox=[454, 706, 480, 715]
table-cell: 07/05/2025 bbox=[689, 1024, 918, 1036]
notice-society-2 bbox=[276, 340, 390, 552]
ref-number: ಕ.ಲೋ.ಇ/ಕಾ.ಇಂ/ಲೋ.ಇ/ವಿಜ/ಟೆಂ/ಇ/ಪಿ/5054-28/2025-26/250 bbox=[398, 1099, 508, 1115]
rate-item: ಒಣ ಬಿಳಿ bbox=[838, 245, 857, 254]
notice-signature: ಸಹಿ/–ಹಿರಿಯ ಸಹಾಯಕ ತೋಟಗಾರಿಕೆ ನಿರ್ದೇಶಕರು, ರಾಜ್ಯವಲಯ, ಹಾಸನ. bbox=[67, 416, 225, 425]
pepper-row bbox=[838, 267, 924, 275]
table-cell: CAI-2A bbox=[800, 496, 844, 507]
table-cell: Rs.130.00 ಲಕ್ಷ bbox=[689, 1036, 918, 1048]
rate-item: ಹಳೆ ಚಾಲಿ bbox=[838, 192, 859, 201]
table-cell: DMA/2024-25/WS/WORK_INDENT36007/call-3 bbox=[621, 463, 800, 474]
table-cell: 4 bbox=[591, 496, 622, 507]
table-cell: Others bbox=[800, 485, 844, 496]
notice-subtitle: ಮಿನಿ ವಿಧಾನಸೌಧ ಕಟ್ಟಡದ ಆವರಣ, ಮಂಗಳೂರು–575001 bbox=[637, 124, 783, 133]
table-cell: ಟೆಂಡರ್ ಪ್ರಕಟಣೆ ದಿನಾಂಕ : bbox=[605, 1012, 690, 1024]
notice-body: 2025–26 ನೇ ಸಾಲಿನಲ್ಲಿ ಹಾಸನ ಜಿಲ್ಲಾ ವಿವಿಧ ತೋಟಗಾರಿಕೆ ಕ್ಷೇತ್ರ/ ಉದ್ಯಾನವನಗಳಲ್ಲಿ ಕೆಲಸಗಳನ್ನು ಕೈಗೊಳ್ಳಲು ಆರ್ಹ ಮಾನವ ಸಂಪನ್ಮೂಲ ಸಂಸ್ಥೆಗಳ ಮೂಲಕ ಅಗತ್ಯವಿರುವ ಕೆಲಸಗಾರರ ಪೂರೈಕೆ ಬಗ್ಗೆ ಆಸಕ್ತಿಯುಳ್ಳ ಮತ್ತು ಅರ್ಹ ಸಂಸ್ಥೆಗಳಿಂದ ಟೆಂಡರ್‌ಗಳನ್ನು ಆಹ್ವಾನಿಸಲಾಗಿದೆ. ಟೆಂಡರ್ ಮೊತ್ತ ಹಾಗೂ ಇತರ ವಿವರಗಳಿಗಾಗಿ https://kppp.karnataka.gov.in ನಲ್ಲಿ ನೋಡಬಹುದು. ದಿನಾಂಕ: 03.05.2025 ರಿಂದ ಇ-ಪ್ರೊಕ್ಯೂರ್‌ಮೆಂಟ್ ಪೋರ್ಟಲ್‌ನಲ್ಲಿ ಲಭ್ಯವಿರುತ್ತದೆ. ಟೆಂಡರ್ ಸಲ್ಲಿಸಲು ಕೊನೆಯ ದಿನಾಂಕ 17.05.2025 ಆಗಿರುತ್ತದೆ. bbox=[26, 156, 266, 204]
email-text: Email : cokurugodu@gmail.com bbox=[590, 405, 692, 413]
notice-heading: ಟೆಂಡರ್ ಪ್ರಕಟಣೆ bbox=[590, 647, 920, 658]
notice-heading: ಅಲ್ಪಾವಧಿ ಟೆಂಡರ್ ಪ್ರಕಟಣೆ bbox=[26, 362, 266, 373]
registration-dot-icon bbox=[99, 1452, 106, 1459]
court-between: Between: bbox=[492, 626, 523, 635]
court-advocate: Sdl- Sri K.R.Ranju Advocate, Madikeri, Kodagu 9448433118 Advocate for petitioner Madikeri 22.04.2025 bbox=[280, 845, 381, 877]
rates-date: 05-05-2025 bbox=[838, 113, 884, 122]
table-cell: DMA/2024-25/WS/WORK_INDENT36012/call-3 bbox=[621, 474, 800, 485]
notice-body: ಕಾರ್ಯನಿರ್ವಾಹಕ ಇಂಜಿನಿಯರರು, ಲೋಕೋಪಯೋಗಿ ಇಲಾಖೆ ವಿಭಾಗ, ವಿಜಯಪುರ ಇವರು ಅರ್ಹ ಗುತ್ತಿಗೆದಾರರಿಂದ ಇ-ಪ್ರೊಕ್ಯೂರ್‌ಮೆಂಟ್ ಮೂಲಕ ಟೆಂಡರ್‌ಗಳನ್ನು ಆಹ್ವಾನಿಸಲಾಗಿದೆ. ಕಾಮಗಾರಿಯ ಅಂದಾಜು ಮೊತ್ತ ರೂ.9,75,000.00/- ಆಗಿದ್ದು ಟೆಂಡರ್ ದಾಖಲೆಗಳನ್ನು ಡೌನ್‌ಲೋಡ್ ಮಾಡಲು ದಿನಾಂಕ 05.05.2025 ರಿಂದ 17.05.2025 ರ ಸಂಜೆ 4.30 ರವರೆಗೆ ಅವಕಾಶವಿರುತ್ತದೆ. ತಾಂತ್ರಿಕ ಬಿಡ್ ತೆರೆಯುವ ದಿನಾಂಕ 20.05.2025 ರ ಸಂಜೆ 4.30. ಹೆಚ್ಚಿನ ಮಾಹಿತಿಗಾಗಿ https://kppp.karnataka.gov.in (ದೂರವಾಣಿ ನಂ. 91 80 46010000,+91 80 68948777) ನಲ್ಲಿ ಸಂಪರ್ಕಿಸಬಹುದು. bbox=[398, 1128, 576, 1192]
ref-date: ದಿನಾಂಕ: 03/05/2025 bbox=[773, 132, 830, 140]
haveri-schedule-table bbox=[591, 1011, 919, 1178]
rate-value: 290 - 300 bbox=[890, 201, 924, 210]
notice-title: ಹಿರಿಯ ಸಹಾಯಕ ಕೋಟಗಾರಿಕೆ ನಿರ್ದೇಶಕರು, ರಾಜ್ಯವಲಯ ಕಚೇರಿ, ಹಾಸನ bbox=[30, 113, 262, 124]
notice-title: ಜಿಲ್ಲಾ ಪಂಚಾಯತ್, ಕೊಪ್ಪಳ, ಕಾರ್ಯಪಾಲಕ ಇಂಜಿನಿಯರ್‌ರವರ ಕಛೇರಿ, bbox=[643, 619, 867, 630]
table-header-cell: Category bbox=[800, 452, 844, 463]
rate-row bbox=[838, 246, 924, 255]
rubber-list bbox=[838, 287, 924, 322]
ref-date: ದಿನಾಂಕ :05/03/2025 bbox=[862, 964, 919, 973]
footer-row bbox=[590, 740, 920, 748]
court-order: (By Order of the Court) Sdl- Chief Ministerial Officer Principal Civil Judge and JMFC, Madikeri. bbox=[282, 812, 384, 844]
karnataka-emblem-icon bbox=[595, 905, 631, 945]
